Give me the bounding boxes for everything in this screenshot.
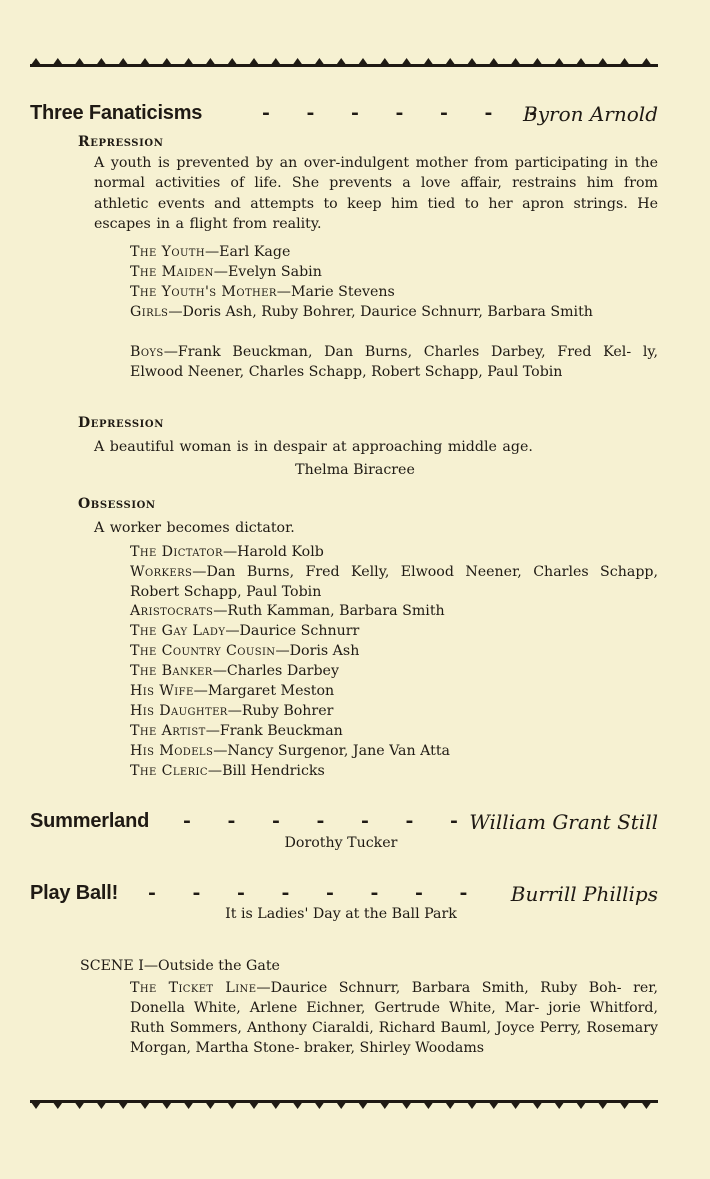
cast-names: —Evelyn Sabin <box>213 264 322 280</box>
cast-role: The Dictator <box>130 544 223 560</box>
leader-dashes: - - - - - - - <box>262 102 552 124</box>
work-heading-three-fanaticisms <box>30 102 658 128</box>
cast-line <box>130 681 658 701</box>
section-heading-obsession: Obsession <box>78 496 156 512</box>
cast-role: The Cleric <box>130 763 208 779</box>
top-ornament-rule <box>30 56 658 68</box>
cast-line <box>130 661 658 681</box>
cast-role: The Banker <box>130 663 213 679</box>
work-title: Summerland <box>30 810 150 832</box>
cast-line <box>130 282 658 302</box>
cast-names: —Frank Beuckman, Dan Burns, Charles Darbey, Fred Kel- ly, Elwood Neener, Charles Schapp, Robert Schapp, Paul Tobin <box>130 344 658 380</box>
section-heading-depression: Depression <box>78 415 164 431</box>
cast-line <box>130 978 658 1058</box>
leader-dashes: - - - - - - - <box>183 810 473 832</box>
performer-name: Thelma Biracree <box>295 462 415 478</box>
leader-dashes: - - - - - - - - <box>148 882 483 904</box>
cast-line <box>130 761 658 781</box>
cast-line <box>130 601 658 621</box>
cast-line <box>130 542 658 562</box>
work-heading-summerland <box>30 810 658 836</box>
cast-role: The Country Cousin <box>130 643 276 659</box>
cast-line <box>130 741 658 761</box>
cast-role: The Gay Lady <box>130 623 226 639</box>
cast-role: The Youth <box>130 244 205 260</box>
work-subtitle: It is Ladies' Day at the Ball Park <box>225 906 457 922</box>
composer-name: Burrill Phillips <box>510 882 658 906</box>
cast-role: The Maiden <box>130 264 214 280</box>
cast-line <box>130 701 658 721</box>
cast-role: The Youth's Mother <box>130 284 277 300</box>
composer-name: William Grant Still <box>469 810 658 834</box>
cast-role: His Models <box>130 743 214 759</box>
cast-line <box>130 242 658 262</box>
cast-names: —Frank Beuckman <box>205 723 343 739</box>
bottom-ornament-rule <box>30 1099 658 1111</box>
cast-role: The Ticket Line <box>130 980 257 996</box>
cast-names: —Dan Burns, Fred Kelly, Elwood Neener, Charles Schapp, Robert Schapp, Paul Tobin <box>130 564 658 600</box>
cast-role: His Daughter <box>130 703 228 719</box>
cast-role: Boys <box>130 344 164 360</box>
cast-role: The Artist <box>130 723 206 739</box>
cast-line <box>130 721 658 741</box>
cast-role: Aristocrats <box>130 603 214 619</box>
cast-names: —Daurice Schnurr, Barbara Smith, Ruby Boh- rer, Donella White, Arlene Eichner, Gertrude White, Mar- jorie Whitford, Ruth Sommers, Anthony Ciaraldi, Richard Bauml, Joyce Perry, Rosemary Morgan, Martha Stone- braker, Shirley Woodams <box>130 980 659 1056</box>
cast-line <box>130 342 658 382</box>
cast-role: Workers <box>130 564 193 580</box>
section-heading-repression: Repression <box>78 134 164 150</box>
cast-names: —Bill Hendricks <box>207 763 325 779</box>
cast-role: His Wife <box>130 683 194 699</box>
cast-names: —Earl Kage <box>204 244 291 260</box>
cast-names: —Daurice Schnurr <box>225 623 360 639</box>
cast-names: —Ruth Kamman, Barbara Smith <box>213 603 445 619</box>
work-title: Play Ball! <box>30 882 119 904</box>
cast-role: Girls <box>130 304 169 320</box>
cast-names: —Harold Kolb <box>222 544 324 560</box>
cast-line <box>130 621 658 641</box>
cast-line <box>130 562 658 602</box>
cast-names: —Nancy Surgenor, Jane Van Atta <box>213 743 451 759</box>
work-heading-play-ball <box>30 882 658 908</box>
performer-name: Dorothy Tucker <box>284 835 398 851</box>
cast-line <box>130 302 658 322</box>
section-description: A beautiful woman is in despair at approaching middle age. <box>94 439 533 455</box>
cast-line <box>130 641 658 661</box>
cast-names: —Marie Stevens <box>276 284 395 300</box>
cast-names: —Doris Ash, Ruby Bohrer, Daurice Schnurr, Barbara Smith <box>168 304 593 320</box>
composer-name: Byron Arnold <box>523 102 658 126</box>
cast-names: —Doris Ash <box>275 643 360 659</box>
section-description: A youth is prevented by an over-indulgent mother from participating in the normal activities of life. She prevents a love affair, restrains him from athletic events and attempts to keep him tied to her apron strings. He escapes in a flight from reality. <box>94 155 658 232</box>
cast-line <box>130 262 658 282</box>
scene-heading: SCENE I—Outside the Gate <box>80 958 280 974</box>
work-title: Three Fanaticisms <box>30 102 203 124</box>
cast-names: —Margaret Meston <box>193 683 335 699</box>
cast-names: —Charles Darbey <box>212 663 339 679</box>
section-description: A worker becomes dictator. <box>94 520 295 536</box>
cast-names: —Ruby Bohrer <box>227 703 334 719</box>
